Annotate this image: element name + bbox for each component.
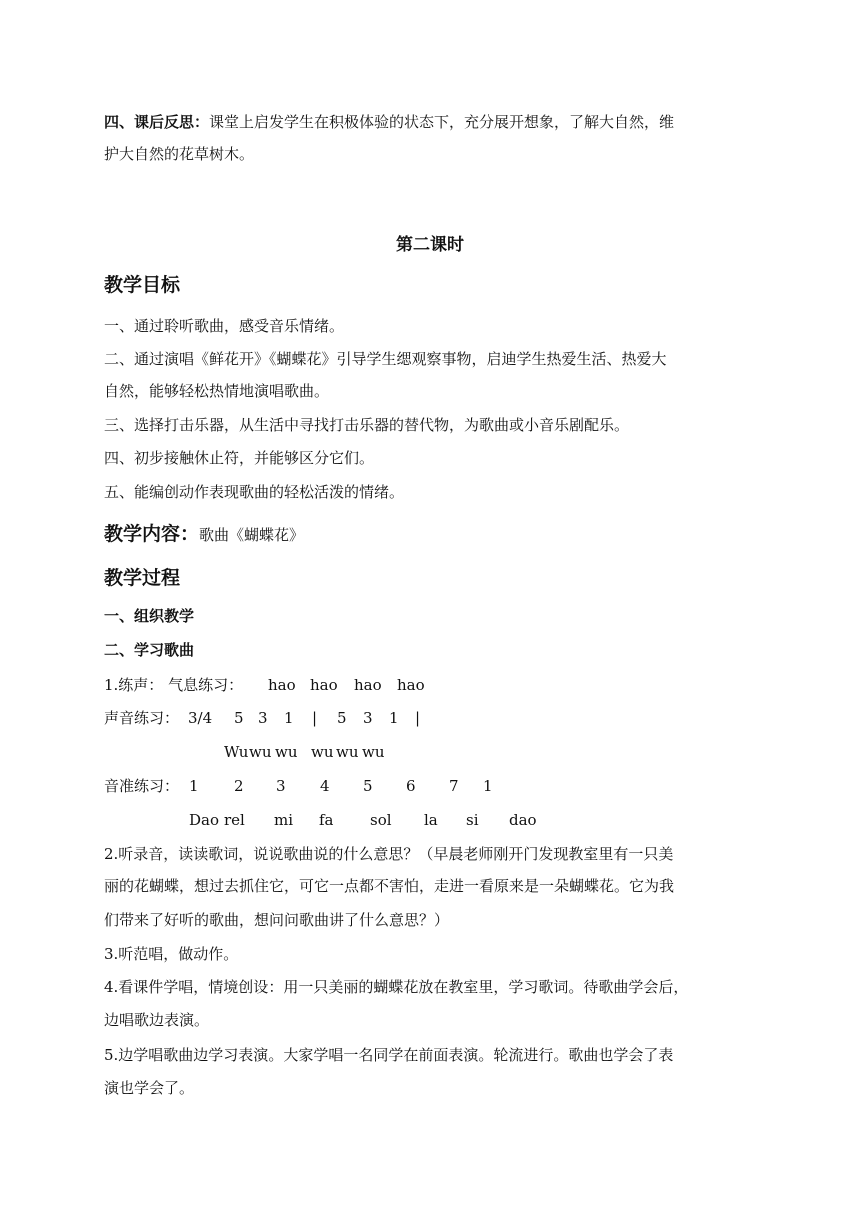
process-paragraph-2-line: 们带来了好听的歌曲，想问问歌曲讲了什么意思？） — [104, 911, 450, 929]
voice-note: 5 — [337, 709, 347, 727]
pitch-note: 4 — [320, 777, 330, 795]
pitch-note: 1 — [483, 777, 493, 795]
pitch-note: 1 — [189, 777, 199, 795]
voice-note: 3 — [258, 709, 268, 727]
voice-lyric: Wu — [224, 743, 249, 761]
voice-note: 1 — [389, 709, 399, 727]
breath-syllable: hao — [354, 676, 382, 694]
pitch-syllable: sol — [370, 811, 392, 829]
goal-item: 自然，能够轻松热情地演唱歌曲。 — [104, 382, 330, 400]
process-paragraph-5-line: 演也学会了。 — [104, 1079, 195, 1097]
process-paragraph-4-line: 边唱歌边表演。 — [104, 1011, 210, 1029]
process-paragraph-5-line: 5.边学唱歌曲边学习表演。大家学唱一名同学在前面表演。轮流进行。歌曲也学会了表 — [104, 1046, 674, 1064]
voice-note: 1 — [284, 709, 294, 727]
voice-note: 5 — [234, 709, 244, 727]
content-value: 歌曲《蝴蝶花》 — [199, 526, 305, 544]
lesson-title: 第二课时 — [396, 235, 464, 255]
voice-meter: 3/4 — [188, 709, 213, 727]
voice-lyric: wu — [311, 743, 334, 761]
goal-item: 五、能编创动作表现歌曲的轻松活泼的情绪。 — [104, 483, 405, 501]
pitch-label: 音准练习： — [104, 777, 180, 795]
goals-heading: 教学目标 — [104, 274, 181, 296]
process-paragraph-2-line: 丽的花蝴蝶，想过去抓住它，可它一点都不害怕，走进一看原来是一朵蝴蝶花。它为我 — [104, 877, 675, 895]
goal-item: 二、通过演唱《鲜花开》《蝴蝶花》引导学生缌观察事物，启迪学生热爱生活、热爱大 — [104, 350, 667, 368]
pitch-note: 5 — [363, 777, 373, 795]
process-paragraph-4-line: 4.看课件学唱，情境创设：用一只美丽的蝴蝶花放在教室里，学习歌词。待歌曲学会后， — [104, 978, 689, 996]
pitch-syllable: la — [424, 811, 438, 829]
content-line — [104, 522, 304, 546]
reflection-text-1: 课堂上启发学生在积极体验的状态下，充分展开想象，了解大自然，维 — [209, 113, 675, 131]
voice-barline: | — [312, 709, 318, 727]
breath-syllable: hao — [268, 676, 296, 694]
process-paragraph-3: 3.听范唱，做动作。 — [104, 945, 239, 963]
pitch-syllable: fa — [319, 811, 334, 829]
voice-barline: | — [415, 709, 421, 727]
pitch-syllable: si — [466, 811, 479, 829]
breath-syllable: hao — [397, 676, 425, 694]
goal-item: 四、初步接触休止符，并能够区分它们。 — [104, 449, 375, 467]
process-step-1: 一、组织教学 — [104, 607, 195, 625]
pitch-syllable: mi — [274, 811, 294, 829]
goal-item: 三、选择打击乐器，从生活中寻找打击乐器的替代物，为歌曲或小音乐剧配乐。 — [104, 416, 630, 434]
breath-syllable: hao — [310, 676, 338, 694]
process-heading: 教学过程 — [104, 567, 181, 589]
pitch-note: 2 — [234, 777, 244, 795]
voice-label: 声音练习： — [104, 709, 180, 727]
pitch-syllable: rel — [224, 811, 245, 829]
voice-note: 3 — [363, 709, 373, 727]
pitch-syllable: dao — [509, 811, 537, 829]
pitch-note: 7 — [449, 777, 459, 795]
content-label: 教学内容： — [104, 523, 200, 545]
process-paragraph-2-line: 2.听录音，读读歌词，说说歌曲说的什么意思？（早晨老师刚开门发现教室里有一只美 — [104, 845, 674, 863]
goal-item: 一、通过聆听歌曲，感受音乐情绪。 — [104, 317, 345, 335]
breath-label: 1.练声： 气息练习： — [104, 676, 244, 694]
voice-lyric: wu — [249, 743, 272, 761]
reflection-label: 四、课后反思： — [104, 113, 210, 131]
voice-lyric: wu — [362, 743, 385, 761]
process-step-2: 二、学习歌曲 — [104, 641, 195, 659]
pitch-note: 6 — [406, 777, 416, 795]
pitch-syllable: Dao — [189, 811, 219, 829]
reflection-line-1 — [104, 112, 674, 132]
pitch-note: 3 — [276, 777, 286, 795]
voice-lyric: wu — [336, 743, 359, 761]
reflection-line-2: 护大自然的花草树木。 — [104, 145, 255, 163]
voice-lyric: wu — [275, 743, 298, 761]
